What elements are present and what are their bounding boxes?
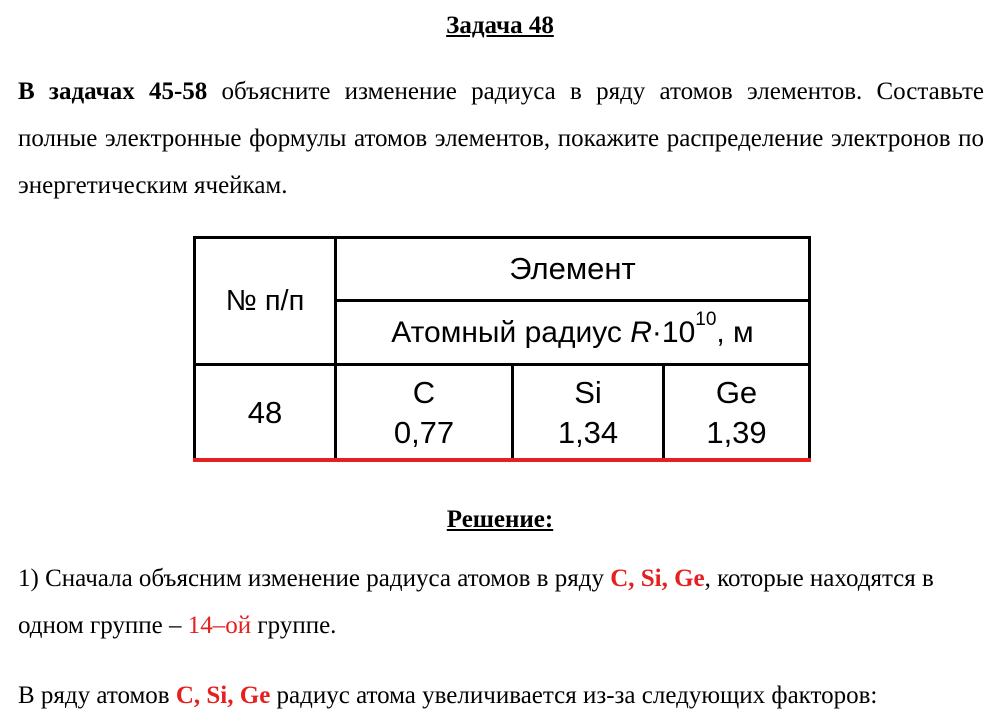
element-symbol: C [412, 374, 436, 410]
element-cell-c [337, 366, 511, 459]
header-radius: Атомный радиус R ·10 10 , м [391, 308, 754, 349]
task-text: объясните изменение радиуса в ряду атомов элементов. Составьте полные электронные формулы атомов элементов, покажите распределение электронов по энергетическим ячейкам. [18, 78, 985, 199]
table-bottom-red-border [193, 458, 811, 462]
element-cell-ge [665, 366, 808, 459]
solution-paragraph-1: 1) Сначала объясним изменение радиуса атомов в ряду C, Si, Ge, которые находятся в одном группе – 14–ой группе. [18, 565, 934, 639]
highlighted-elements: C, Si, Ge [610, 565, 705, 592]
task-statement [18, 68, 984, 209]
header-number: № п/п [225, 284, 305, 317]
element-cell-si [514, 366, 662, 459]
header-element: Элемент [509, 251, 636, 286]
solution-title: Решение: [446, 506, 554, 533]
element-radius: 0,77 [393, 414, 455, 450]
element-symbol: Ge [715, 374, 758, 410]
element-radius: 1,34 [557, 414, 619, 450]
row-number: 48 [247, 394, 283, 430]
element-symbol: Si [574, 374, 602, 410]
task-range: В задачах 45-58 [18, 78, 208, 105]
element-radius: 1,39 [706, 414, 767, 450]
highlighted-elements: C, Si, Ge [175, 682, 271, 709]
task-title: Задача 48 [446, 12, 554, 39]
highlighted-group: 14–ой [187, 612, 252, 639]
solution-paragraph-2: В ряду атомов C, Si, Ge радиус атома увеличивается из-за следующих факторов: [18, 682, 878, 709]
radius-table [193, 236, 811, 462]
